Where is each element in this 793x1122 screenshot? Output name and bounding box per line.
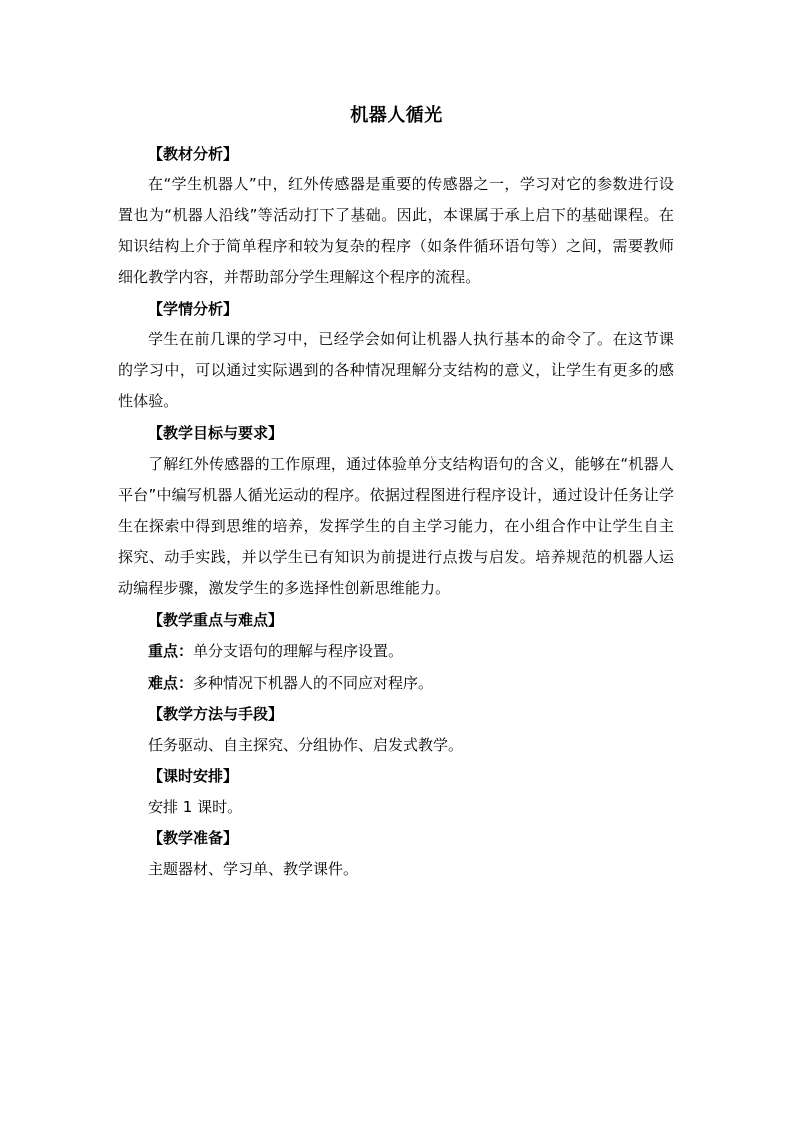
section-heading-materials: 【教材分析】 — [148, 145, 239, 163]
focus-line — [148, 640, 403, 662]
section-heading-learners: 【学情分析】 — [148, 300, 239, 318]
section-heading-preparation: 【教学准备】 — [148, 829, 239, 847]
section-text-methods: 任务驱动、自主探究、分组协作、启发式教学。 — [148, 736, 464, 754]
difficulty-label: 难点： — [148, 674, 194, 692]
section-text-goals: 了解红外传感器的工作原理，通过体验单分支结构语句的含义，能够在“机器人平台”中编写机器人循光运动的程序。依据过程图进行程序设计，通过设计任务让学生在探索中得到思维的培养，发挥学生的自主学习能力，在小组合作中让学生自主探究、动手实践，并以学生已有知识为前提进行点拨与启发。培养规范的机器人运动编程步骤，激发学生的多选择性创新思维能力。 — [118, 455, 674, 597]
page-title: 机器人循光 — [350, 105, 443, 126]
section-heading-methods: 【教学方法与手段】 — [148, 705, 284, 723]
focus-text: 单分支语句的理解与程序设置。 — [193, 642, 404, 660]
section-text-learners: 学生在前几课的学习中，已经学会如何让机器人执行基本的命令了。在这节课的学习中，可以通过实际遇到的各种情况理解分支结构的意义，让学生有更多的感性体验。 — [118, 330, 674, 410]
section-heading-goals: 【教学目标与要求】 — [148, 424, 284, 442]
section-text-preparation: 主题器材、学习单、教学课件。 — [148, 860, 359, 878]
focus-label: 重点： — [148, 642, 194, 660]
difficulty-text: 多种情况下机器人的不同应对程序。 — [193, 674, 434, 692]
section-text-materials: 在“学生机器人”中，红外传感器是重要的传感器之一，学习对它的参数进行设置也为“机器人沿线”等活动打下了基础。因此，本课属于承上启下的基础课程。在知识结构上介于简单程序和较为复杂的程序（如条件循环语句等）之间，需要教师细化教学内容，并帮助部分学生理解这个程序的流程。 — [118, 175, 674, 286]
section-heading-schedule: 【课时安排】 — [148, 767, 239, 785]
section-text-schedule: 安排 1 课时。 — [148, 798, 243, 816]
difficulty-line — [148, 672, 433, 694]
section-heading-key-points: 【教学重点与难点】 — [148, 611, 284, 629]
